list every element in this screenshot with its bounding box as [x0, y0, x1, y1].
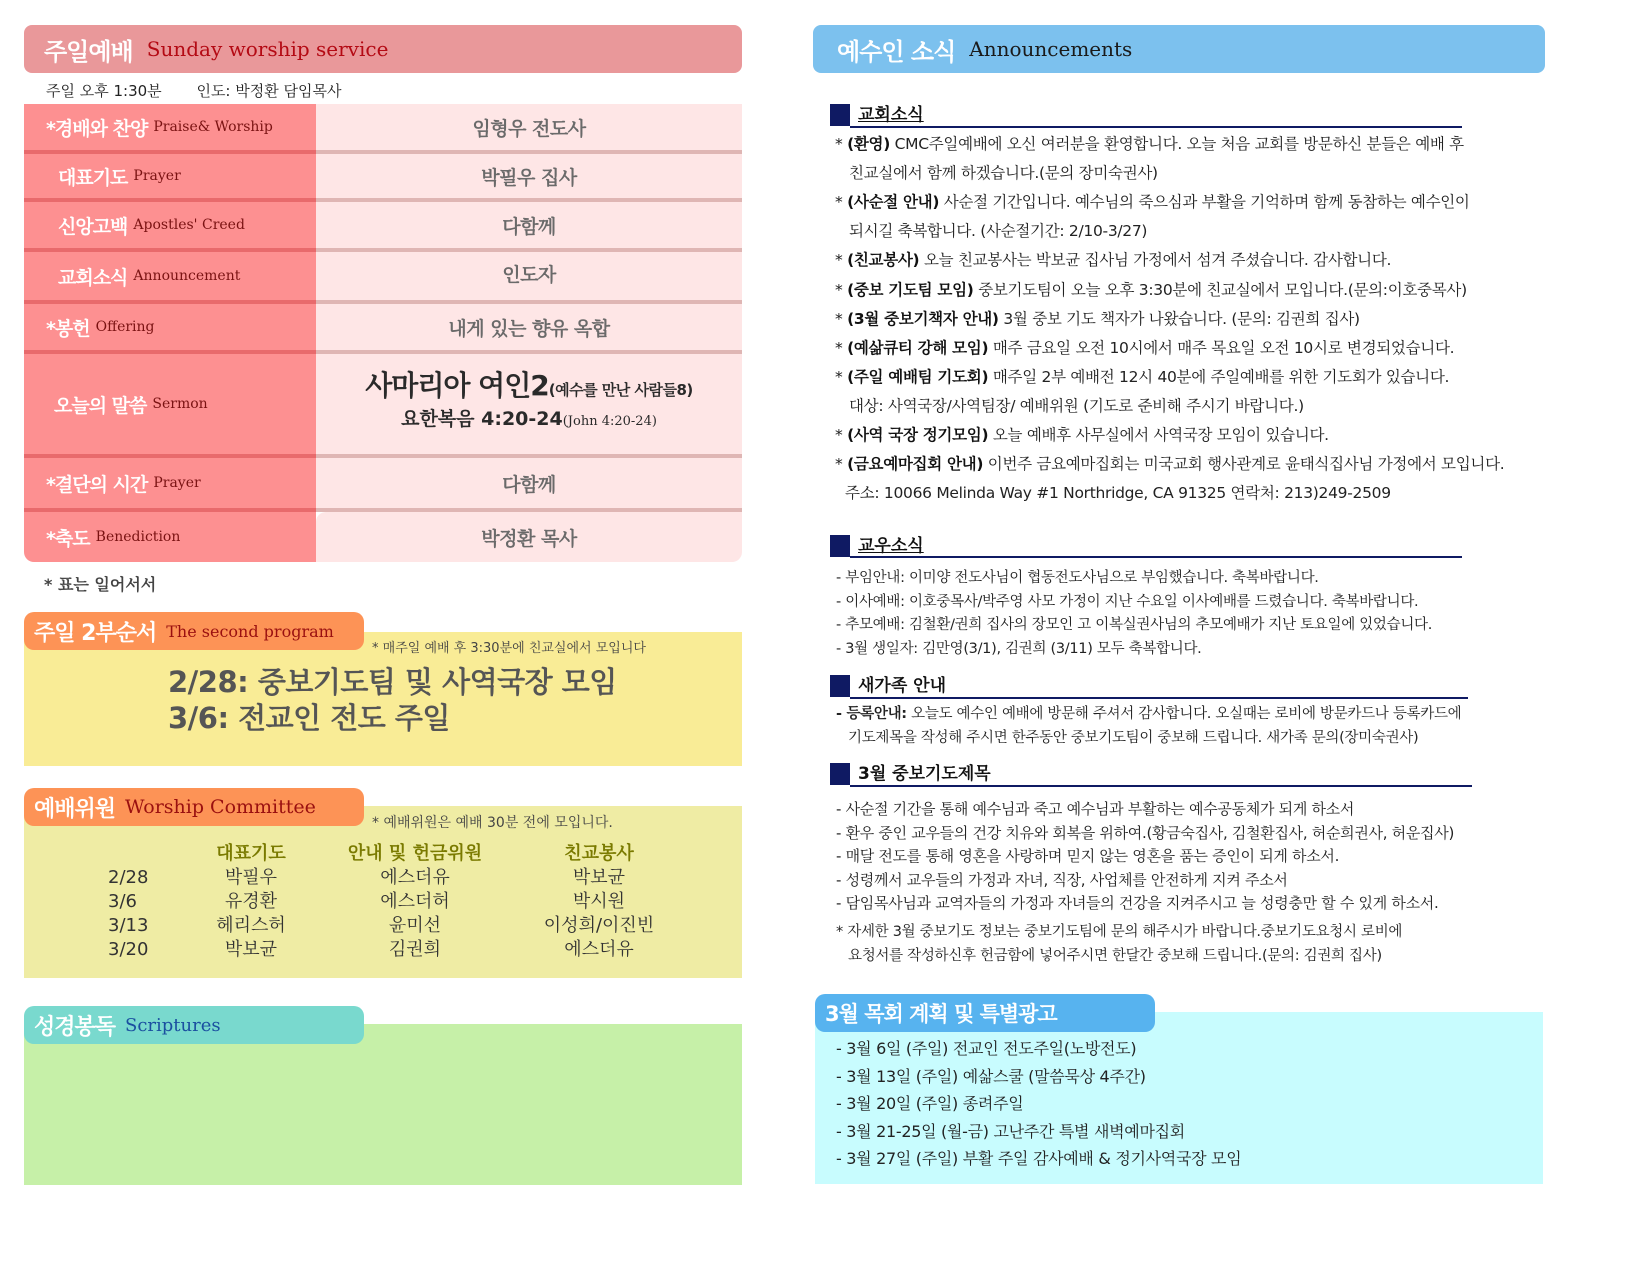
order-item-en: Prayer — [133, 168, 181, 184]
prayer-item: - 담임목사님과 교역자들의 가정과 자녀들의 건강을 지켜주시고 늘 성령충만 할 수 있게 하소서. — [836, 894, 1439, 912]
committee-header: 안내 및 헌금위원 — [347, 843, 483, 864]
order-item-ko: *축도 — [46, 527, 90, 550]
committee-cell: 김권희 — [388, 939, 442, 960]
prayer-item: - 매달 전도를 통해 영혼을 사랑하며 믿지 않는 영혼을 품는 증인이 되게 하소서. — [836, 847, 1340, 865]
news-item: * (사순절 안내) 사순절 기간입니다. 예수님의 죽으심과 부활을 기억하며 함께 동참하는 예수인이 — [835, 193, 1470, 211]
announcements-header — [813, 25, 1545, 73]
order-item-ko: 대표기도 — [58, 166, 128, 189]
order-item-en: Sermon — [152, 396, 208, 412]
worship-title-en: Sunday worship service — [146, 37, 389, 61]
order-item-en: Apostles' Creed — [133, 217, 245, 233]
order-item-en: Praise& Worship — [153, 119, 273, 135]
order-item-ko: 신앙고백 — [58, 215, 128, 238]
section-marker-icon — [830, 675, 850, 697]
news-item: * (중보 기도팀 모임) 중보기도팀이 오늘 오후 3:30분에 친교실에서 모입니다.(문의:이호중목사) — [835, 281, 1467, 299]
church-news-title: 교회소식 — [858, 105, 924, 125]
committee-date: 2/28 — [108, 867, 149, 888]
committee-title-en: Worship Committee — [125, 796, 316, 818]
committee-cell: 박필우 — [224, 867, 278, 888]
sermon-scripture: 요한복음 4:20-24(John 4:20-24) — [401, 407, 657, 430]
order-item-value: 내게 있는 향유 옥합 — [448, 317, 610, 340]
order-row — [24, 104, 742, 154]
member-news-heading — [830, 535, 924, 557]
order-item-value: 박정환 목사 — [481, 527, 577, 550]
second-program-lines — [168, 664, 617, 736]
committee-title-ko: 예배위원 — [34, 796, 116, 822]
sermon-title: 사마리아 여인2(예수를 만난 사람들8) — [365, 368, 693, 402]
order-item-ko: *경배와 찬양 — [46, 117, 148, 140]
section-marker-icon — [830, 104, 850, 126]
order-item-value: 임형우 전도사 — [472, 117, 586, 140]
section-rule — [850, 785, 1472, 787]
committee-cell: 박시원 — [572, 891, 626, 912]
member-news-item: - 부임안내: 이미양 전도사님이 협동전도사님으로 부임했습니다. 축복바랍니다. — [836, 570, 1319, 586]
order-item-en: Prayer — [153, 475, 201, 491]
section-marker-icon — [830, 763, 850, 785]
order-item-value: 박필우 집사 — [481, 166, 577, 189]
order-row — [24, 458, 742, 512]
second-program-title-ko: 주일 2부순서 — [34, 620, 157, 646]
news-item-address: 주소: 10066 Melinda Way #1 Northridge, CA 91325 연락처: 213)249-2509 — [845, 484, 1391, 502]
news-item: * (친교봉사) 오늘 친교봉사는 박보균 집사님 가정에서 섬겨 주셨습니다. 감사합니다. — [835, 251, 1392, 269]
committee-header: 대표기도 — [216, 843, 286, 864]
order-row — [24, 154, 742, 202]
news-item-cont: 대상: 사역국장/사역팀장/ 예배위원 (기도로 준비해 주시기 바랍니다.) — [849, 397, 1304, 415]
scriptures-tab — [24, 1006, 364, 1044]
news-item: * (환영) CMC주일예배에 오신 여러분을 환영합니다. 오늘 처음 교회를 방문하신 분들은 예배 후 — [835, 135, 1464, 153]
order-item-en: Offering — [95, 319, 155, 335]
news-item-cont: 되시길 축복합니다. (사순절기간: 2/10-3/27) — [849, 222, 1148, 240]
prayer-note-cont: 요청서를 작성하신후 헌금함에 넣어주시면 한달간 중보해 드립니다.(문의: 김권희 집사) — [848, 948, 1382, 964]
section-rule — [850, 126, 1462, 128]
prayer-item: - 사순절 기간을 통해 예수님과 죽고 예수님과 부활하는 예수공동체가 되게 하소서 — [836, 800, 1355, 818]
announcements-title-en: Announcements — [969, 37, 1133, 61]
plan-item: - 3월 6일 (주일) 전교인 전도주일(노방전도) — [836, 1039, 1137, 1058]
plan-item: - 3월 21-25일 (월-금) 고난주간 특별 새벽예마집회 — [836, 1121, 1185, 1141]
service-time: 주일 오후 1:30분 — [46, 82, 162, 100]
member-news-list — [836, 566, 1432, 660]
order-item-value: 다함께 — [502, 473, 556, 496]
member-news-item: - 3월 생일자: 김만영(3/1), 김권희 (3/11) 모두 축복합니다. — [836, 640, 1202, 657]
order-row — [24, 512, 742, 562]
church-news-heading — [830, 104, 924, 126]
committee-note: * 예배위원은 예배 30분 전에 모입니다. — [372, 815, 613, 831]
program-line: 3/6: 전교인 전도 주일 — [168, 701, 450, 735]
march-plan-tab — [815, 994, 1155, 1032]
scriptures-box — [24, 1024, 742, 1185]
news-item: * (주일 예배팀 기도회) 매주일 2부 예배전 12시 40분에 주일예배를 위한 기도회가 있습니다. — [835, 368, 1450, 386]
prayer-list — [836, 798, 1454, 968]
committee-cell: 이성희/이진빈 — [543, 915, 655, 936]
scriptures-title-ko: 성경봉독 — [34, 1014, 116, 1040]
order-item-ko: 교회소식 — [58, 266, 128, 289]
plan-item: - 3월 13일 (주일) 예삶스쿨 (말씀묵상 4주간) — [836, 1066, 1146, 1086]
news-item: * (3월 중보기책자 안내) 3월 중보 기도 책자가 나왔습니다. (문의: 김권희 집사) — [835, 310, 1360, 328]
church-news-list — [835, 132, 1504, 510]
second-program-tab — [24, 612, 364, 650]
order-row-sermon — [24, 354, 742, 458]
order-item-en: Benediction — [95, 529, 181, 545]
news-item-cont: 친교실에서 함께 하겠습니다.(문의 장미숙권사) — [849, 164, 1158, 182]
committee-table — [104, 842, 680, 962]
second-program-note: * 매주일 예배 후 3:30분에 친교실에서 모입니다 — [372, 641, 646, 656]
news-item: * (예삶큐티 강해 모임) 매주 금요일 오전 10시에서 매주 목요일 오전 10시로 변경되었습니다. — [835, 339, 1455, 357]
committee-cell: 에스더유 — [564, 939, 634, 960]
committee-tab — [24, 788, 364, 826]
new-family-title: 새가족 안내 — [858, 676, 947, 696]
program-line: 2/28: 중보기도팀 및 사역국장 모임 — [168, 665, 617, 699]
section-marker-icon — [830, 535, 850, 557]
stand-note: * 표는 일어서서 — [44, 575, 157, 594]
prayer-item: - 성령께서 교우들의 가정과 자녀, 직장, 사업체를 안전하게 지켜 주소서 — [836, 870, 1288, 889]
committee-cell: 윤미선 — [388, 915, 442, 936]
committee-cell: 박보균 — [224, 939, 278, 960]
march-plan-list — [836, 1036, 1241, 1174]
member-news-item: - 추모예배: 김철환/권희 집사의 장모인 고 이복실권사님의 추모예배가 지난 토요일에 있었습니다. — [836, 617, 1433, 633]
section-rule — [850, 697, 1468, 699]
second-program-title-en: The second program — [166, 621, 334, 641]
committee-date: 3/20 — [108, 939, 149, 960]
committee-cell: 에스더허 — [380, 891, 450, 912]
worship-title-ko: 주일예배 — [44, 37, 133, 66]
committee-header: 친교봉사 — [564, 843, 634, 864]
committee-cell: 박보균 — [572, 867, 626, 888]
order-item-ko: 오늘의 말씀 — [54, 394, 147, 417]
order-row — [24, 252, 742, 304]
new-family-heading — [830, 675, 946, 697]
committee-date: 3/13 — [108, 915, 149, 936]
committee-cell: 에스더유 — [380, 867, 450, 888]
prayer-item: - 환우 중인 교우들의 건강 치유와 회복을 위하여.(황금숙집사, 김철환집사, 허순희권사, 허운집사) — [836, 823, 1454, 842]
sermon-subtitle: (예수를 만난 사람들8) — [548, 380, 693, 399]
order-item-value: 다함께 — [502, 215, 556, 238]
prayer-title: 3월 중보기도제목 — [858, 764, 991, 784]
plan-item: - 3월 27일 (주일) 부활 주일 감사예배 & 정기사역국장 모임 — [836, 1149, 1242, 1168]
order-row — [24, 304, 742, 354]
member-news-title: 교우소식 — [858, 536, 924, 556]
order-item-en: Announcement — [133, 268, 241, 284]
new-family-text: - 등록안내: 오늘도 예수인 예배에 방문해 주셔서 감사합니다. 오실때는 로비에 방문카드나 등록카드에 기도제목을 작성해 주시면 한주동안 중보기도팀이 중보해 드립니다. 새가족 문의(장미숙권사) — [836, 706, 1462, 746]
plan-item: - 3월 20일 (주일) 종려주일 — [836, 1094, 1024, 1113]
order-item-ko: *봉헌 — [46, 317, 90, 340]
order-item-value: 인도자 — [502, 264, 556, 286]
prayer-heading — [830, 763, 991, 785]
news-item: * (금요예마집회 안내) 이번주 금요예마집회는 미국교회 행사관계로 윤태식집사님 가정에서 모입니다. — [835, 455, 1505, 473]
committee-date: 3/6 — [108, 891, 137, 912]
news-item: * (사역 국장 정기모임) 오늘 예배후 사무실에서 사역국장 모임이 있습니다. — [835, 426, 1329, 444]
order-row — [24, 202, 742, 252]
committee-cell: 유경환 — [224, 891, 278, 912]
scriptures-title-en: Scriptures — [125, 1014, 221, 1036]
section-rule — [850, 556, 1462, 558]
sermon-scripture-en: (John 4:20-24) — [562, 413, 657, 429]
announcements-title-ko: 예수인 소식 — [837, 37, 956, 66]
order-of-service — [24, 104, 742, 562]
member-news-item: - 이사예배: 이호중목사/박주영 사모 가정이 지난 수요일 이사예배를 드렸습니다. 축복바랍니다. — [836, 593, 1419, 610]
committee-cell: 헤리스허 — [216, 915, 286, 936]
service-info — [46, 80, 341, 101]
prayer-note: * 자세한 3월 중보기도 정보는 중보기도팀에 문의 해주시가 바랍니다.중보기도요청시 로비에 — [836, 924, 1403, 940]
march-plan-title: 3월 목회 계획 및 특별광고 — [825, 1002, 1057, 1026]
new-family-label: - 등록안내: — [836, 706, 907, 722]
service-leader: 인도: 박정환 담임목사 — [196, 82, 342, 100]
worship-header — [24, 25, 742, 73]
order-item-ko: *결단의 시간 — [46, 473, 148, 496]
